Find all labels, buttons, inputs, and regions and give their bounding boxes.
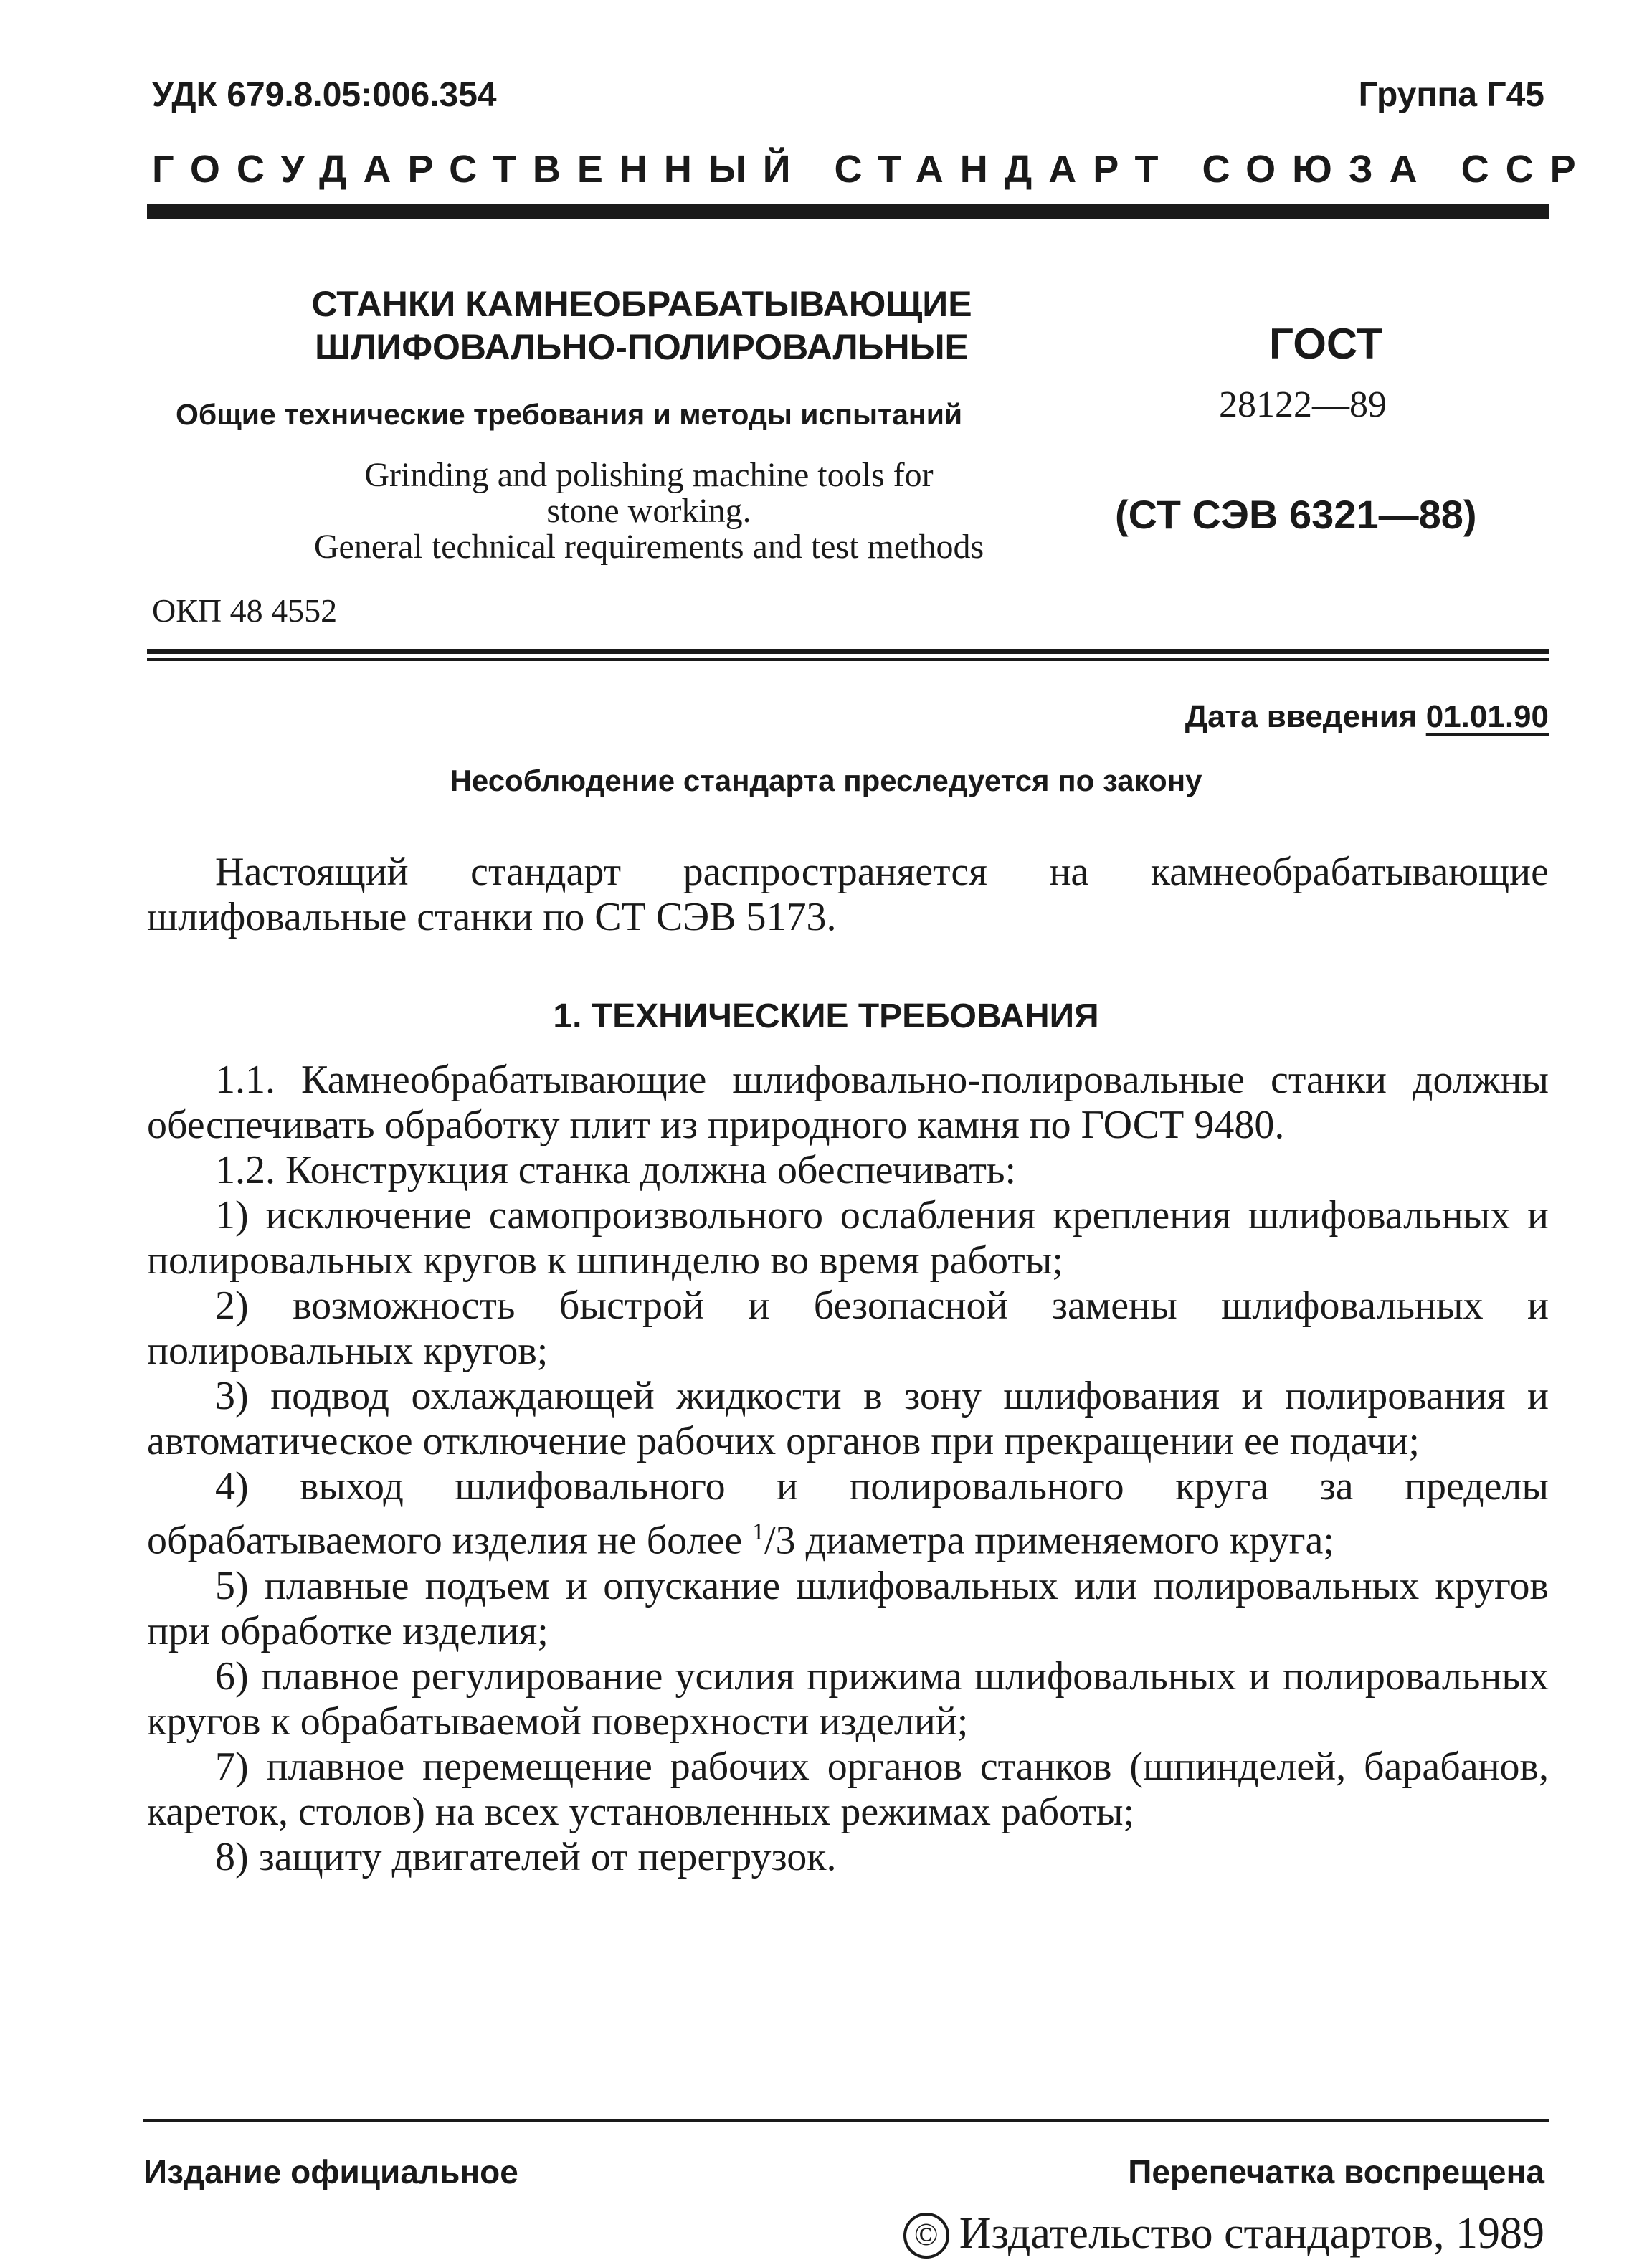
title-rule-thin [147, 658, 1549, 661]
clause-1-1: 1.1. Камнеобрабатывающие шлифовально-полировальные станки должны обеспечивать обработку плит из природного камня по ГОСТ 9480. [147, 1058, 1549, 1147]
list-item-1: 1) исключение самопроизвольного ослабления крепления шлифовальных и полировальных кругов к шпинделю во время работы; [147, 1193, 1549, 1283]
reprint-prohibited: Перепечатка воспрещена [1128, 2153, 1544, 2190]
english-title-line-2: stone working. [546, 492, 751, 530]
st-sev-reference: (СТ СЭВ 6321—88) [1115, 492, 1477, 537]
gost-label: ГОСТ [1269, 320, 1383, 368]
official-edition: Издание официальное [143, 2153, 518, 2190]
english-title [215, 457, 1083, 565]
fraction-denominator: /3 [764, 1518, 796, 1563]
list-item-4 [147, 1464, 1549, 1564]
fraction-numerator: 1 [752, 1519, 765, 1545]
requirements-body [147, 1058, 1549, 1880]
okp-code: ОКП 48 4552 [152, 592, 338, 629]
english-title-line-1: Grinding and polishing machine tools for [364, 456, 934, 494]
section-heading: 1. ТЕХНИЧЕСКИЕ ТРЕБОВАНИЯ [553, 997, 1099, 1035]
document-title-line-1: СТАНКИ КАМНЕОБРАБАТЫВАЮЩИЕ [311, 284, 972, 324]
intro-paragraph: Настоящий стандарт распространяется на камнеобрабатывающие шлифовальные станки по СТ СЭВ 5173. [147, 850, 1549, 939]
list-item-6: 6) плавное регулирование усилия прижима шлифовальных и полировальных кругов к обрабатываемой поверхности изделий; [147, 1653, 1549, 1744]
footer-rule [143, 2119, 1549, 2122]
gov-standard-title: ГОСУДАРСТВЕННЫЙ СТАНДАРТ СОЮЗА ССР [152, 148, 1592, 191]
gost-number: 28122—89 [1219, 384, 1387, 425]
list-item-5: 5) плавные подъем и опускание шлифовальных или полировальных кругов при обработке изделия; [147, 1563, 1549, 1653]
copyright-icon: © [903, 2213, 949, 2259]
list-item-4-text-a: 4) выход шлифовального и полировального круга за пределы обрабатываемого изделия не более [147, 1464, 1549, 1563]
publisher-line [903, 2208, 1544, 2259]
english-title-line-3: General technical requirements and test methods [313, 528, 984, 566]
list-item-8: 8) защиту двигателей от перегрузок. [215, 1834, 837, 1879]
document-title-line-2: ШЛИФОВАЛЬНО-ПОЛИРОВАЛЬНЫЕ [315, 327, 969, 367]
title-rule-thick [147, 649, 1549, 654]
header-rule [147, 204, 1549, 219]
introduction-date-value: 01.01.90 [1425, 699, 1549, 734]
list-item-3: 3) подвод охлаждающей жидкости в зону шлифования и полирования и автоматическое отключение рабочих органов при прекращении ее подачи; [147, 1374, 1549, 1463]
list-item-2: 2) возможность быстрой и безопасной замены шлифовальных и полировальных кругов; [147, 1283, 1549, 1373]
introduction-date [1185, 699, 1549, 735]
udk-code: УДК 679.8.05:006.354 [152, 76, 497, 114]
group-code: Группа Г45 [1358, 76, 1544, 114]
publisher-name: Издательство стандартов, 1989 [959, 2209, 1544, 2258]
document-subtitle: Общие технические требования и методы испытаний [176, 398, 963, 431]
legal-notice: Несоблюдение стандарта преследуется по закону [450, 764, 1202, 797]
introduction-date-label: Дата введения [1185, 699, 1418, 734]
list-item-7: 7) плавное перемещение рабочих органов станков (шпинделей, барабанов, кареток, столов) на всех установленных режимах работы; [147, 1744, 1549, 1834]
clause-1-2: 1.2. Конструкция станка должна обеспечивать: [215, 1148, 1017, 1192]
list-item-4-text-b: диаметра применяемого круга; [795, 1518, 1334, 1563]
